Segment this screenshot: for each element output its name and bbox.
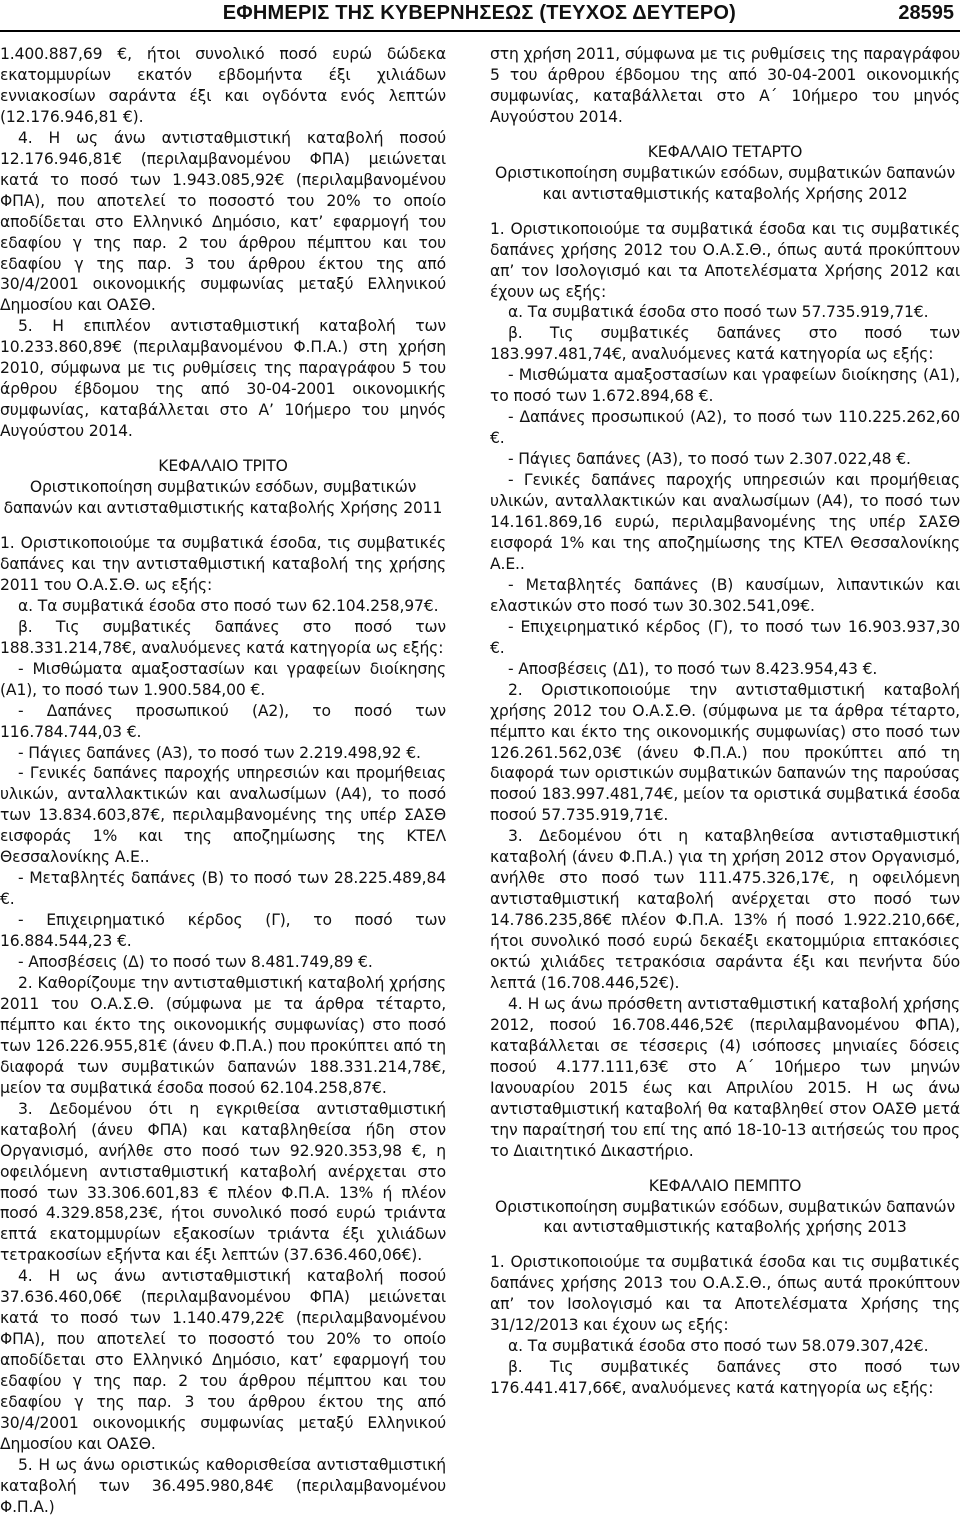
paragraph: - Επιχειρηματικό κέρδος (Γ), το ποσό των 16.903.937,30 €. <box>490 617 960 657</box>
chapter-heading: ΚΕΦΑΛΑΙΟ ΠΕΜΠΤΟ <box>648 1176 802 1195</box>
paragraph: 1. Οριστικοποιούμε τα συμβατικά έσοδα και τις συμβατικές δαπάνες χρήσης 2013 του Ο.Α.Σ.Θ., όπως αυτά προκύπτουν απ’ τον Ισολογισμό και τα Αποτελέσματα Χρήσης της 31/12/2013 και έχουν ως εξής: <box>490 1253 960 1335</box>
paragraph: 5. Η επιπλέον αντισταθμιστική καταβολή των 10.233.860,89€ (περιλαμβανομένου Φ.Π.Α.) στη χρήση 2010, σύμφωνα με τις ρυθμίσεις της παραγράφου 5 του άρθρου έβδομου της από 30-04-2001 οικονομικής συμφωνίας, καταβάλλεται στο Α’ 10ήμερο του μηνός Αυγούστου 2014. <box>0 317 446 441</box>
paragraph: 2. Οριστικοποιούμε την αντισταθμιστική καταβολή χρήσης 2012 του Ο.Α.Σ.Θ. (σύμφωνα με τα άρθρα τέταρτο, πέμπτο και έκτο της οικονομικής συμφωνίας) στο ποσό των 126.261.562,03€ (άνευ Φ.Π.Α.) που προκύπτει από τη διαφορά των οριστικών συμβατικών δαπανών της παρούσας ποσού 183.997.481,74€, μείον τα οριστικά συμβατικά έσοδα ποσού 57.735.919,71€. <box>490 680 960 825</box>
page-number: 28595 <box>898 2 954 24</box>
chapter-heading: ΚΕΦΑΛΑΙΟ ΤΕΤΑΡΤΟ <box>647 142 803 161</box>
paragraph: 3. Δεδομένου ότι η καταβληθείσα αντισταθμιστική καταβολή (άνευ Φ.Π.Α.) για τη χρήση 2012 στον Οργανισμό, ανήλθε στο ποσό των 111.475.326,17€, η οφειλόμενη αντισταθμιστική καταβολή ανέρχεται στο ποσό των 14.786.235,86€ πλέον Φ.Π.Α. 13% ή ποσό 1.922.210,66€, ήτοι συνολικό ποσό ευρώ δεκαέξι εκατομμύρια επτακόσιες οκτώ χιλιάδες τετρακόσια σαράντα έξι και πενήντα δύο λεπτά (16.708.446,52€). <box>490 827 960 992</box>
paragraph: 3. Δεδομένου ότι η εγκριθείσα αντισταθμιστική καταβολή (άνευ ΦΠΑ) και καταβληθείσα ήδη στον Οργανισμό, ανήλθε στο ποσό των 92.920.353,98 €, η οφειλόμενη αντισταθμιστική καταβολή ανέρχεται στο ποσό των 33.306.601,83 € πλέον Φ.Π.Α. 13% ή πλέον ποσό 4.329.858,23€, ήτοι συνολικό ποσό ευρώ τριάντα επτά εκατομμυρίων εξακοσίων τριάντα έξι χιλιάδων τετρακοσίων εξήντα και έξι λεπτών (37.636.460,06€). <box>0 1099 446 1265</box>
paragraph: - Μεταβλητές δαπάνες (Β) το ποσό των 28.225.489,84 €. <box>0 869 446 909</box>
paragraph: - Γενικές δαπάνες παροχής υπηρεσιών και προμήθειας υλικών, ανταλλακτικών και αναλωσίμων (Α4), το ποσό των 14.161.869,16 ευρώ, περιλαμβανομένης της υπέρ ΣΑΣΘ εισφορά 1% και της αποζημίωσης της ΚΤΕΛ Θεσσαλονίκης Α.Ε.. <box>490 471 960 573</box>
paragraph: 4. Η ως άνω αντισταθμιστική καταβολή ποσού 37.636.460,06€ (περιλαμβανομένου ΦΠΑ) μειώνεται κατά το ποσό των 1.140.479,22€ (περιλαμβανομένου ΦΠΑ), που αποτελεί το ποσοστό του 20% το οποίο αποδίδεται στο Ελληνικό Δημόσιο, κατ’ εφαρμογή του εδαφίου γ της παρ. 2 του άρθρου πέμπτου και του εδαφίου γ της παρ. 3 του άρθρου έκτου της από 30/4/2001 οικονομικής συμφωνίας μεταξύ Ελληνικού Δημοσίου και ΟΑΣΘ. <box>0 1267 446 1453</box>
right-column <box>490 44 960 1399</box>
paragraph: α. Τα συμβατικά έσοδα στο ποσό των 58.079.307,42€. <box>508 1337 929 1356</box>
paragraph: - Πάγιες δαπάνες (Α3), το ποσό των 2.219.498,92 €. <box>18 743 421 762</box>
chapter-subtitle: Οριστικοποίηση συμβατικών εσόδων, συμβατικών δαπανών και αντισταθμιστικής καταβολής χρήσης 2013 <box>494 1197 956 1237</box>
paragraph: β. Τις συμβατικές δαπάνες στο ποσό των 176.441.417,66€, αναλυόμενες κατά κατηγορία ως εξής: <box>490 1358 960 1398</box>
paragraph: - Δαπάνες προσωπικού (Α2), το ποσό των 110.225.262,60 €. <box>490 408 960 448</box>
chapter-heading: ΚΕΦΑΛΑΙΟ ΤΡΙΤΟ <box>158 457 288 476</box>
paragraph: α. Τα συμβατικά έσοδα στο ποσό των 57.735.919,71€. <box>508 303 929 322</box>
paragraph: - Γενικές δαπάνες παροχής υπηρεσιών και προμήθειας υλικών, ανταλλακτικών και αναλωσίμων (Α4), το ποσό των 13.834.603,87€, περιλαμβανομένης της υπέρ ΣΑΣΘ εισφοράς 1% και της αποζημίωσης της ΚΤΕΛ Θεσσαλονίκης Α.Ε.. <box>0 764 446 867</box>
left-column <box>0 44 446 1518</box>
paragraph: 1. Οριστικοποιούμε τα συμβατικά έσοδα, τις συμβατικές δαπάνες και την αντισταθμιστική καταβολή της χρήσης 2011 του Ο.Α.Σ.Θ. ως εξής: <box>0 533 446 594</box>
chapter-subtitle: Οριστικοποίηση συμβατικών εσόδων, συμβατικών δαπανών και αντισταθμιστικής καταβολής Χρήσης 2011 <box>3 478 443 518</box>
paragraph: στη χρήση 2011, σύμφωνα με τις ρυθμίσεις της παραγράφου 5 του άρθρου έβδομου της από 30-04-2001 οικονομικής συμφωνίας, καταβάλλεται στο Α΄ 10ήμερο του μηνός Αυγούστου 2014. <box>490 45 960 126</box>
paragraph: - Δαπάνες προσωπικού (Α2), το ποσό των 116.784.744,03 €. <box>0 701 446 741</box>
paragraph: 1. Οριστικοποιούμε τα συμβατικά έσοδα και τις συμβατικές δαπάνες χρήσης 2012 του Ο.Α.Σ.Θ., όπως αυτά προκύπτουν απ’ τον Ισολογισμό και τα Αποτελέσματα Χρήσης 2012 και έχουν ως εξής: <box>490 219 960 301</box>
paragraph: - Μισθώματα αμαξοστασίων και γραφείων διοίκησης (Α1), το ποσό των 1.672.894,68 €. <box>490 366 960 406</box>
paragraph: 1.400.887,69 €, ήτοι συνολικό ποσό ευρώ δώδεκα εκατομμυρίων εκατόν εβδομήντα έξι χιλιάδων εννιακοσίων σαράντα έξι και ογδόντα ενός λεπτών (12.176.946,81 €). <box>0 45 446 126</box>
paragraph: - Αποσβέσεις (Δ1), το ποσό των 8.423.954,43 €. <box>508 659 878 678</box>
header-divider <box>0 30 960 32</box>
paragraph: - Αποσβέσεις (Δ) το ποσό των 8.481.749,89 €. <box>18 953 373 972</box>
paragraph: 4. Η ως άνω πρόσθετη αντισταθμιστική καταβολή χρήσης 2012, ποσού 16.708.446,52€ (περιλαμβανομένου ΦΠΑ), καταβάλλεται σε τέσσερις (4) ισόποσες μηνιαίες δόσεις ποσού 4.177.111,63€ στο Α΄ 10ήμερο των μηνών Ιανουαρίου 2015 έως και Απριλίου 2015. Η ως άνω αντισταθμιστική καταβολή θα καταβληθεί στον ΟΑΣΘ μετά την παραίτησή του επί της από 18-10-13 αιτήσεώς του προς το Διαιτητικό Δικαστήριο. <box>490 994 960 1160</box>
chapter-subtitle: Οριστικοποίηση συμβατικών εσόδων, συμβατικών δαπανών και αντισταθμιστικής καταβολής Χρήσης 2012 <box>494 163 956 203</box>
paragraph: β. Τις συμβατικές δαπάνες στο ποσό των 188.331.214,78€, αναλυόμενες κατά κατηγορία ως εξής: <box>0 617 446 657</box>
paragraph: α. Τα συμβατικά έσοδα στο ποσό των 62.104.258,97€. <box>18 596 439 615</box>
paragraph: 4. Η ως άνω αντισταθμιστική καταβολή ποσού 12.176.946,81€ (περιλαμβανομένου ΦΠΑ) μειώνεται κατά το ποσό των 1.943.085,92€ (περιλαμβανομένου ΦΠΑ), που αποτελεί το ποσοστό του 20% το οποίο αποδίδεται στο Ελληνικό Δημόσιο, κατ’ εφαρμογή του εδαφίου γ της παρ. 2 του άρθρου πέμπτου και του εδαφίου γ της παρ. 3 του άρθρου έκτου της από 30/4/2001 οικονομικής συμφωνίας μεταξύ Ελληνικού Δημοσίου και ΟΑΣΘ. <box>0 128 446 315</box>
paragraph: β. Τις συμβατικές δαπάνες στο ποσό των 183.997.481,74€, αναλυόμενες κατά κατηγορία ως εξής: <box>490 324 960 364</box>
page-header <box>0 0 960 32</box>
paragraph: - Μεταβλητές δαπάνες (Β) καυσίμων, λιπαντικών και ελαστικών στο ποσό των 30.302.541,09€. <box>490 575 960 615</box>
gazette-title: ΕΦΗΜΕΡΙΣ ΤΗΣ ΚΥΒΕΡΝΗΣΕΩΣ (ΤΕΥΧΟΣ ΔΕΥΤΕΡΟ) <box>222 2 736 24</box>
paragraph: - Μισθώματα αμαξοστασίων και γραφείων διοίκησης (Α1), το ποσό των 1.900.584,00 €. <box>0 659 446 699</box>
paragraph: - Επιχειρηματικό κέρδος (Γ), το ποσό των 16.884.544,23 €. <box>0 911 446 951</box>
paragraph: 2. Καθορίζουμε την αντισταθμιστική καταβολή χρήσης 2011 του Ο.Α.Σ.Θ. (σύμφωνα με τα άρθρα τέταρτο, πέμπτο και έκτο της οικονομικής συμφωνίας) στο ποσό των 126.226.955,81€ (άνευ Φ.Π.Α.) που προκύπτει από τη διαφορά των συμβατικών δαπανών 188.331.214,78€, μείον τα συμβατικά έσοδα ποσού 62.104.258,87€. <box>0 973 446 1097</box>
paragraph: 5. Η ως άνω οριστικώς καθορισθείσα αντισταθμιστική καταβολή των 36.495.980,84€ (περιλαμβανομένου Φ.Π.Α.) <box>0 1455 446 1516</box>
paragraph: - Πάγιες δαπάνες (Α3), το ποσό των 2.307.022,48 €. <box>508 450 911 469</box>
